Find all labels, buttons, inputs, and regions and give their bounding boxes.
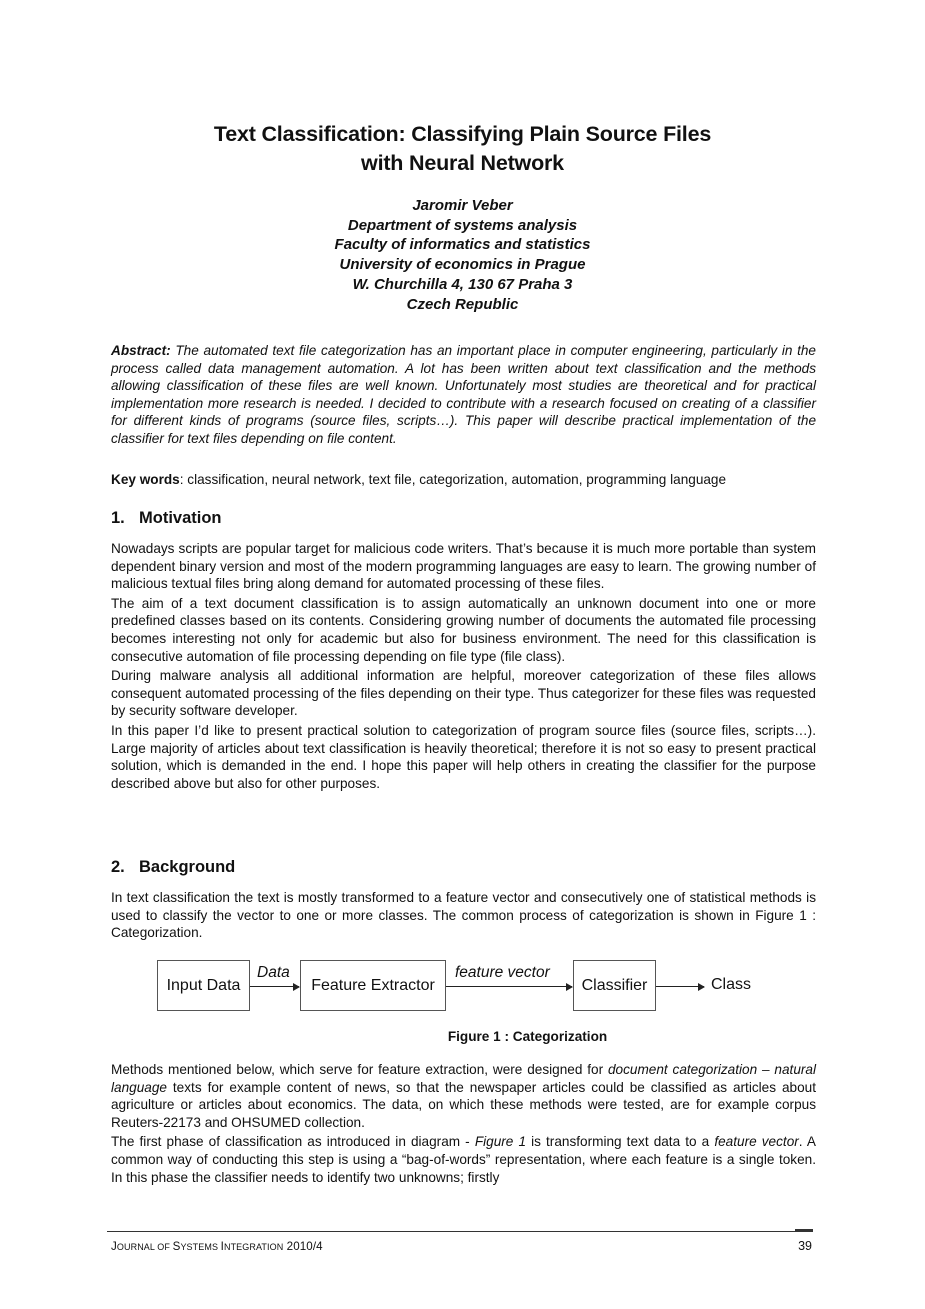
arrow-label-data: Data xyxy=(257,964,290,981)
author-department: Department of systems analysis xyxy=(347,216,578,234)
section-heading-motivation xyxy=(111,509,222,528)
section-background-continued xyxy=(111,1061,816,1188)
arrow-feature-vector xyxy=(446,986,572,987)
arrow-data xyxy=(250,986,299,987)
footer-journal-name xyxy=(111,1240,323,1253)
section-number: 2. xyxy=(111,858,125,876)
text-run: Methods mentioned below, which serve for feature extraction, were designed for xyxy=(111,1062,608,1077)
italic-text-run: Figure 1 xyxy=(474,1134,527,1150)
section-heading-background xyxy=(111,858,235,877)
arrow-label-feature-vector: feature vector xyxy=(455,964,550,981)
text-run: OURNAL OF xyxy=(116,1242,173,1252)
section-number: 1. xyxy=(111,509,125,527)
text-run: 2010/4 xyxy=(283,1240,323,1253)
paragraph: In text classification the text is mostly transformed to a feature vector and consecutively one of statistical methods is used to classify the vector to one or more classes. The common process of categorization is shown in Figure 1 : Categorization. xyxy=(111,890,816,941)
figure-caption: Figure 1 : Categorization xyxy=(447,1029,608,1044)
section-title: Background xyxy=(139,858,236,876)
box-classifier xyxy=(573,960,656,1011)
text-run: The first phase of classification as introduced in diagram - xyxy=(111,1134,475,1150)
paragraph: During malware analysis all additional information are helpful, moreover categorization of these files allows consequent automated processing of the files depending on their type. Thus categorizer for these files was requested by security software developer. xyxy=(111,668,816,719)
text-run: is transforming text data to a xyxy=(526,1134,715,1150)
author-university: University of economics in Prague xyxy=(339,256,586,274)
box-feature-extractor xyxy=(300,960,446,1011)
keywords-label: Key words xyxy=(111,472,180,487)
section-background-body xyxy=(111,889,816,944)
section-title: Motivation xyxy=(139,509,222,527)
author-block xyxy=(100,196,825,314)
keywords-text: : classification, neural network, text file, categorization, automation, programming language xyxy=(179,472,727,487)
text-run: . A common way of conducting this step is using a “bag-of-words” representation, where each feature is a single token. In this phase the classifier needs to identify two unknowns; firstly xyxy=(111,1134,816,1185)
text-run: J xyxy=(111,1240,117,1253)
abstract xyxy=(111,342,816,450)
author-name: Jaromir Veber xyxy=(412,197,513,214)
page-number: 39 xyxy=(798,1239,812,1253)
paragraph: Nowadays scripts are popular target for malicious code writers. That’s because it is much more portable than system dependent binary version and most of the modern programming languages are easy to learn. The growing number of malicious textual files bring along demand for automated processing of these files. xyxy=(111,541,816,592)
italic-text-run: feature vector xyxy=(714,1134,799,1150)
box-label: Input Data xyxy=(166,976,241,994)
author-faculty: Faculty of informatics and statistics xyxy=(334,236,591,254)
arrow-class xyxy=(656,986,704,987)
italic-text-run: document categorization – natural language xyxy=(111,1062,816,1095)
section-motivation-body xyxy=(111,540,816,794)
footer-rule xyxy=(107,1231,813,1232)
title-line-1: Text Classification: Classifying Plain Source Files xyxy=(213,122,712,146)
paragraph: In this paper I’d like to present practical solution to categorization of program source files (source files, scripts…). Large majority of articles about text classification is heavily theoretical; therefore it is not so easy to present practical solution, which is demanded in the end. I hope this paper will help others in creating the classifier for the purpose described above but also for other purposes. xyxy=(111,722,816,791)
figure-categorization-diagram xyxy=(150,955,770,1025)
paragraph xyxy=(111,1061,816,1131)
text-run: I xyxy=(220,1240,224,1253)
keywords xyxy=(111,471,816,491)
abstract-text: The automated text file categorization has an important place in computer engineering, particularly in the process called data management automation. A lot has been written about text classification and the methods allowing classification of these files are well known. Unfortunately most studies are theoretical and for practical implementation more research is needed. I decided to contribute with a research focused on creating of a classifier for different kinds of programs (source files, scripts…). This paper will describe practical implementation of the classifier for text files depending on file content. xyxy=(111,343,816,446)
title-line-2: with Neural Network xyxy=(361,151,564,175)
text-run: S xyxy=(172,1240,181,1253)
text-run: NTEGRATION xyxy=(223,1242,284,1252)
box-input-data xyxy=(157,960,250,1011)
output-class-label: Class xyxy=(711,976,752,993)
paragraph: The aim of a text document classification is to assign automatically an unknown document into one or more predefined classes based on its contents. Considering growing number of documents the automated file processing becomes interesting not only for academic but also for business environment. The need for this classification is consecutive automation of file processing depending on file type (file class). xyxy=(111,595,816,664)
text-run: texts for example content of news, so that the newspaper articles could be classified as articles about agriculture or articles about economics. The data, on which these methods were tested, are for example corpus Reuters-22173 and OHSUMED collection. xyxy=(111,1079,816,1130)
footer-rule-tick xyxy=(795,1229,813,1231)
box-label: Feature Extractor xyxy=(311,976,435,994)
paper-title xyxy=(100,120,825,178)
author-country: Czech Republic xyxy=(406,295,519,313)
author-address: W. Churchilla 4, 130 67 Praha 3 xyxy=(352,275,573,293)
box-label: Classifier xyxy=(581,976,648,994)
text-run: YSTEMS xyxy=(180,1242,221,1252)
abstract-label: Abstract: xyxy=(111,343,171,358)
paragraph xyxy=(111,1133,816,1186)
